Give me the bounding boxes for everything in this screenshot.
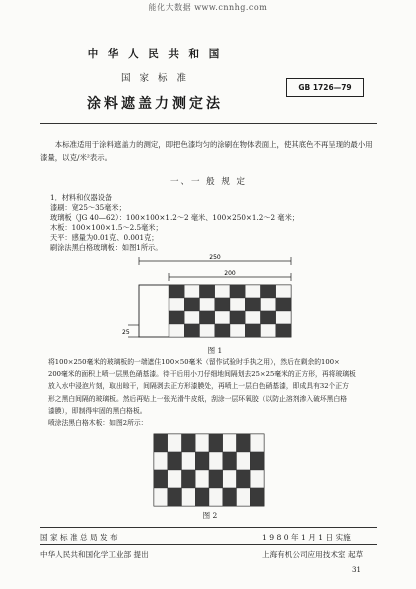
- checker-square: [245, 311, 260, 324]
- page-mark: 31: [352, 566, 361, 574]
- checker-square: [237, 488, 251, 506]
- checker-square: [200, 298, 215, 311]
- footer-divider-2: [40, 544, 377, 545]
- dimension-200: 200: [224, 270, 236, 277]
- checker-square: [215, 324, 230, 337]
- figure-2-checkerboard-board: [150, 430, 270, 510]
- checker-square: [250, 452, 264, 470]
- material-line: 刷涂法黑白格玻璃板：如图1所示。: [50, 243, 163, 252]
- dimension-25: 25: [122, 329, 130, 336]
- checker-square: [223, 488, 237, 506]
- checker-square: [230, 324, 245, 337]
- checker-square: [261, 298, 276, 311]
- checker-square: [200, 285, 215, 298]
- figure-1-caption: 图 1: [207, 346, 223, 355]
- checker-square: [215, 311, 230, 324]
- checker-square: [261, 324, 276, 337]
- figure-2-caption: 图 2: [202, 511, 218, 520]
- checker-square: [184, 324, 199, 337]
- checker-square: [237, 470, 251, 488]
- checker-square: [154, 434, 168, 452]
- checker-square: [169, 285, 184, 298]
- checker-square: [182, 452, 196, 470]
- checker-square: [184, 298, 199, 311]
- checker-square: [237, 452, 251, 470]
- country-heading: 中 华 人 民 共 和 国: [87, 48, 223, 60]
- material-line: 漆刷：宽25～35毫米；: [50, 203, 126, 212]
- materials-heading: 1．材料和仪器设备: [50, 193, 113, 202]
- procedure-line: 喷涂法黑白格木板：如图2所示：: [48, 419, 148, 428]
- drafter: 上海有机公司应用技术室 起草: [262, 550, 364, 559]
- checker-square: [195, 452, 209, 470]
- checker-square: [223, 470, 237, 488]
- checker-square: [237, 434, 251, 452]
- checker-square: [195, 470, 209, 488]
- checker-square: [195, 434, 209, 452]
- effective-date: 1 9 8 0 年 1 月 1 日 实施: [262, 533, 351, 542]
- checker-square: [168, 434, 182, 452]
- checker-square: [169, 324, 184, 337]
- checker-square: [200, 324, 215, 337]
- checker-square: [223, 452, 237, 470]
- footer-divider: [40, 527, 377, 528]
- checker-square: [276, 298, 291, 311]
- checker-square: [223, 434, 237, 452]
- checker-square: [276, 285, 291, 298]
- checker-square: [261, 311, 276, 324]
- header-divider: [40, 123, 377, 124]
- checker-square: [184, 285, 199, 298]
- checker-square: [169, 298, 184, 311]
- checker-square: [168, 470, 182, 488]
- checker-square: [215, 285, 230, 298]
- material-line: 木板：100×100×1.5～2.5毫米；: [50, 223, 163, 232]
- checker-square: [200, 311, 215, 324]
- section-heading: 一、一 般 规 定: [169, 177, 248, 187]
- checker-square: [182, 488, 196, 506]
- procedure-line: 形之黑白间隔的玻璃板。然后再贴上一张光滑牛皮纸，刮涂一层环氧胶（以防止溶剂渗入破坏黑白格: [48, 394, 348, 403]
- issuer: 国 家 标 准 总 局 发 布: [40, 533, 118, 542]
- checker-grid: [169, 285, 291, 337]
- procedure-line: 漆膜），即制得牢固的黑白格板。: [48, 406, 147, 415]
- procedure-text: [48, 356, 378, 429]
- checker-square: [154, 488, 168, 506]
- procedure-line: 放入水中浸泡片刻，取出晾干，间隔剥去正方形漆膜处，再喷上一层白色硝基漆，即成具有32个正方: [48, 382, 349, 391]
- checker-square: [230, 285, 245, 298]
- checker-square: [209, 488, 223, 506]
- checker-square: [245, 298, 260, 311]
- checker-square: [245, 324, 260, 337]
- checker-square: [250, 434, 264, 452]
- procedure-line: 将100×250毫米的玻璃板的一端遮住100×50毫米（留作试验时手执之用），然后在剩余的100×: [48, 358, 340, 366]
- material-line: 天平：感量为0.01克、0.001克；: [50, 233, 159, 242]
- checker-square: [215, 298, 230, 311]
- dimension-250: 250: [209, 254, 221, 261]
- figure-1-checkerboard-plate: [120, 253, 310, 343]
- checker-square: [195, 488, 209, 506]
- checker-square: [276, 324, 291, 337]
- intro-paragraph: 本标准适用于涂料遮盖力的测定，即把色漆均匀的涂刷在物体表面上，使其底色不再呈现的最小用漆量，以克/米²表示。: [40, 140, 373, 162]
- checker-square: [209, 470, 223, 488]
- checker-square: [168, 452, 182, 470]
- material-line: 玻璃板（JG 40—62）：100×100×1.2～2 毫米、100×250×1.2～2 毫米；: [50, 213, 299, 222]
- checker-square: [276, 311, 291, 324]
- proposer: 中华人民共和国化学工业部 提出: [40, 550, 149, 559]
- standard-code-box: GB 1726—79: [286, 78, 364, 97]
- checker-square: [250, 488, 264, 506]
- checker-square: [230, 298, 245, 311]
- checker-square: [250, 470, 264, 488]
- document-title: 涂料遮盖力测定法: [87, 96, 223, 112]
- checker-square: [209, 434, 223, 452]
- checker-square: [154, 470, 168, 488]
- checker-square: [261, 285, 276, 298]
- checker-square: [168, 488, 182, 506]
- checker-square: [154, 452, 168, 470]
- standard-category: 国 家 标 准: [120, 73, 190, 84]
- checker-square: [169, 311, 184, 324]
- watermark-text: 能化大数据 www.cnnhg.com: [148, 3, 268, 12]
- checker-square: [184, 311, 199, 324]
- procedure-line: 200毫米的面积上喷一层黑色硝基漆。待干后用小刀仔细地间隔划去25×25毫米的正方形，再将玻璃板: [48, 370, 356, 379]
- checker-square: [182, 434, 196, 452]
- checker-square: [209, 452, 223, 470]
- checker-square: [182, 470, 196, 488]
- checker-square: [230, 311, 245, 324]
- checker-square: [245, 285, 260, 298]
- checker-grid: [154, 434, 264, 506]
